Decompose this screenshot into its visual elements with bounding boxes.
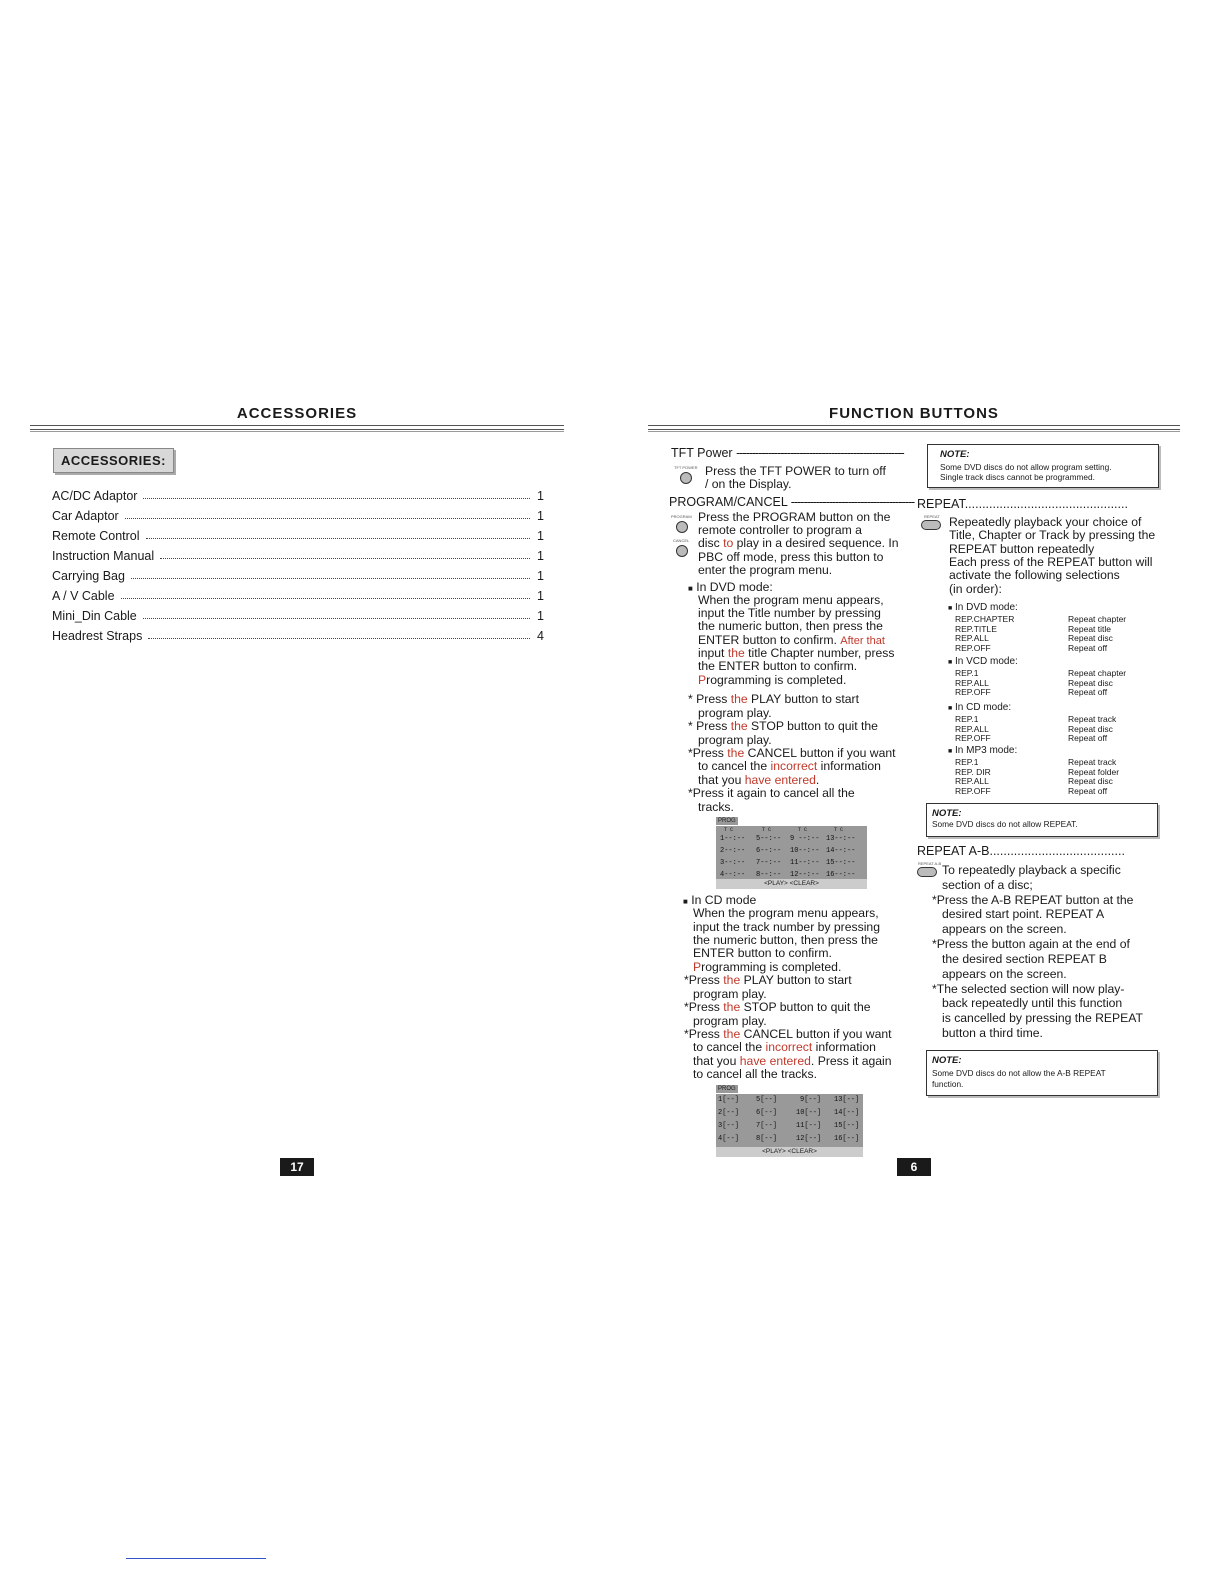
cd-menu-footer: <PLAY> <CLEAR> <box>716 1147 863 1157</box>
dvd-menu-footer: <PLAY> <CLEAR> <box>716 879 867 889</box>
repeat-vcd-codes <box>955 669 991 698</box>
tft-power-btn-label: TFT POWER <box>674 465 698 470</box>
menu-cell: 9[--] <box>800 1096 822 1104</box>
rep-desc: Repeat off <box>1068 687 1108 698</box>
cd-cancel-line-4: to cancel all the tracks. <box>693 1067 817 1081</box>
rep-desc: Repeat disc <box>1068 633 1113 644</box>
repeat-cd-descs <box>1068 715 1116 744</box>
cd-line-4: ENTER button to confirm. <box>693 946 832 960</box>
rep-code: REP.TITLE <box>955 623 997 634</box>
accessory-name: Car Adaptor <box>52 509 119 523</box>
accessory-row <box>52 626 544 646</box>
cd-line-3: the numeric button, then press the <box>693 933 878 947</box>
page-number-left: 17 <box>280 1158 314 1176</box>
menu-cell: 15--:-- <box>826 859 856 867</box>
rep-code: REP.OFF <box>955 786 991 797</box>
rep-code: REP.ALL <box>955 776 989 787</box>
program-intro-3: disc to play in a desired sequence. In <box>698 536 899 550</box>
dvd-stop-line-1: * Press the STOP button to quit the <box>688 719 878 733</box>
cd-line-2: input the track number by pressing <box>693 920 880 934</box>
rep-code: REP.ALL <box>955 633 989 644</box>
menu-head: T C <box>724 827 734 833</box>
note-line: Single track discs cannot be programmed. <box>940 472 1095 482</box>
menu-cell: 10[--] <box>796 1109 822 1117</box>
menu-cell: 16[--] <box>834 1135 860 1143</box>
rep-desc: Repeat disc <box>1068 776 1113 787</box>
dvd-mode-title: ■ In DVD mode: <box>688 580 773 594</box>
menu-cell: 13--:-- <box>826 835 856 843</box>
repeat-cd-title: ■ In CD mode: <box>948 702 1012 713</box>
menu-cell: 4--:-- <box>720 871 746 879</box>
repeat-line-4: Each press of the REPEAT button will <box>949 555 1153 569</box>
accessory-row <box>52 586 544 606</box>
accessory-name: Remote Control <box>52 529 140 543</box>
leader-dots <box>146 538 530 539</box>
tft-line-1: Press the TFT POWER to turn off <box>705 464 886 478</box>
accessory-qty: 1 <box>537 489 544 503</box>
repeat-ab-line-2: section of a disc; <box>942 878 1033 892</box>
rep-code: REP.ALL <box>955 677 989 688</box>
dvd-cancel-line-3: that you have entered. <box>698 773 820 787</box>
rep-desc: Repeat disc <box>1068 723 1113 734</box>
program-intro-4: PBC off mode, press this button to <box>698 550 884 564</box>
cd-play-line-1: *Press the PLAY button to start <box>684 973 852 987</box>
repeat-ab-step3-a: *The selected section will now play- <box>932 982 1125 996</box>
program-btn-label: PROGRAM <box>671 514 692 519</box>
note-line: Some DVD discs do not allow the A-B REPEAT <box>932 1068 1106 1078</box>
cd-cancel-line-2: to cancel the incorrect information <box>693 1040 876 1054</box>
repeat-mp3-descs <box>1068 758 1119 797</box>
menu-cell: 12--:-- <box>790 871 820 879</box>
accessory-qty: 1 <box>537 549 544 563</box>
scan-link-underline <box>126 1558 266 1559</box>
repeat-title: REPEAT............................................... <box>917 497 1128 511</box>
rep-desc: Repeat off <box>1068 786 1108 797</box>
menu-cell: 10--:-- <box>790 847 820 855</box>
dvd-again-line-2: tracks. <box>698 800 734 814</box>
rep-desc: Repeat off <box>1068 733 1108 744</box>
accessory-row <box>52 506 544 526</box>
repeat-ab-step3-c: is cancelled by pressing the REPEAT <box>942 1011 1143 1025</box>
accessory-row <box>52 566 544 586</box>
repeat-dvd-title: ■ In DVD mode: <box>948 602 1018 613</box>
header-rule-right-2 <box>648 431 1180 432</box>
tft-line-2: / on the Display. <box>705 477 792 491</box>
cd-cancel-line-3: that you have entered. Press it again <box>693 1054 892 1068</box>
dvd-line-1: When the program menu appears, <box>698 593 884 607</box>
menu-cell: 3--:-- <box>720 859 746 867</box>
dvd-line-7: Programming is completed. <box>698 673 847 687</box>
repeat-line-1: Repeatedly playback your choice of <box>949 515 1142 529</box>
rep-code: REP.OFF <box>955 643 991 654</box>
dvd-line-2: input the Title number by pressing <box>698 606 881 620</box>
repeat-line-5: activate the following selections <box>949 568 1120 582</box>
rep-desc: Repeat title <box>1068 623 1111 634</box>
menu-head: T C <box>834 827 844 833</box>
repeat-mp3-codes <box>955 758 991 797</box>
menu-cell: 13[--] <box>834 1096 860 1104</box>
menu-cell: 5[--] <box>756 1096 778 1104</box>
rep-code: REP.OFF <box>955 687 991 698</box>
dvd-program-menu <box>716 818 867 889</box>
menu-cell: 15[--] <box>834 1122 860 1130</box>
cd-cancel-line-1: *Press the CANCEL button if you want <box>684 1027 892 1041</box>
function-buttons-header: FUNCTION BUTTONS <box>829 405 999 422</box>
cd-menu-tag: PROG <box>718 1086 736 1092</box>
menu-cell: 1[--] <box>718 1096 740 1104</box>
repeat-ab-step1-b: desired start point. REPEAT A <box>942 907 1105 921</box>
dvd-cancel-line-1: *Press the CANCEL button if you want <box>688 746 896 760</box>
menu-cell: 11[--] <box>796 1122 822 1130</box>
repeat-ab-step2-c: appears on the screen. <box>942 967 1067 981</box>
repeat-ab-step1-a: *Press the A-B REPEAT button at the <box>932 893 1134 907</box>
rep-code: REP.OFF <box>955 733 991 744</box>
menu-cell: 8--:-- <box>756 871 782 879</box>
program-intro-1: Press the PROGRAM button on the <box>698 510 891 524</box>
accessory-name: Instruction Manual <box>52 549 155 563</box>
menu-cell: 8[--] <box>756 1135 778 1143</box>
repeat-line-2: Title, Chapter or Track by pressing the <box>949 528 1156 542</box>
rep-desc: Repeat folder <box>1068 766 1120 777</box>
program-button-icon <box>676 521 688 533</box>
cd-line-1: When the program menu appears, <box>693 906 879 920</box>
note-title: NOTE: <box>932 808 962 819</box>
tft-power-title: TFT Power ----------------------------------------------------- <box>671 446 904 460</box>
rep-code: REP.CHAPTER <box>955 614 1015 624</box>
repeat-ab-btn-label: REPEAT A-B <box>918 861 942 866</box>
menu-cell: 1--:-- <box>720 835 746 843</box>
menu-cell: 11--:-- <box>790 859 820 867</box>
accessory-row <box>52 486 544 506</box>
menu-cell: 14[--] <box>834 1109 860 1117</box>
rep-code: REP.1 <box>955 714 979 724</box>
menu-cell: 2[--] <box>718 1109 740 1117</box>
program-intro-2: remote controller to program a <box>698 523 862 537</box>
cancel-btn-label: CANCEL <box>673 538 690 543</box>
rep-code: REP.ALL <box>955 723 989 734</box>
note-title: NOTE: <box>940 449 970 460</box>
leader-dots <box>121 598 530 599</box>
accessory-row <box>52 606 544 626</box>
repeat-line-6: (in order): <box>949 582 1002 596</box>
dvd-play-line-1: * Press the PLAY button to start <box>688 692 859 706</box>
menu-cell: 2--:-- <box>720 847 746 855</box>
repeat-ab-title: REPEAT A-B....................................... <box>917 844 1125 858</box>
menu-cell: 14--:-- <box>826 847 856 855</box>
cancel-button-icon <box>676 545 688 557</box>
header-rule-left <box>30 425 564 430</box>
repeat-button-icon <box>921 520 941 530</box>
menu-cell: 6[--] <box>756 1109 778 1117</box>
rep-desc: Repeat track <box>1068 757 1117 767</box>
repeat-ab-step2-a: *Press the button again at the end of <box>932 937 1130 951</box>
program-intro-5: enter the program menu. <box>698 563 833 577</box>
accessories-header: ACCESSORIES <box>236 405 358 422</box>
menu-cell: 7--:-- <box>756 859 782 867</box>
accessory-qty: 1 <box>537 529 544 543</box>
dvd-line-3: the numeric button, then press the <box>698 619 883 633</box>
header-rule-right <box>648 425 1180 430</box>
page-number-right: 6 <box>897 1158 931 1176</box>
leader-dots <box>160 558 530 559</box>
menu-cell: 3[--] <box>718 1122 740 1130</box>
menu-cell: 7[--] <box>756 1122 778 1130</box>
tft-power-button-icon <box>680 472 692 484</box>
program-cancel-title: PROGRAM/CANCEL --------------------------------------- <box>669 495 915 509</box>
repeat-ab-step1-c: appears on the screen. <box>942 922 1067 936</box>
accessory-qty: 1 <box>537 609 544 623</box>
note-line: function. <box>932 1079 964 1089</box>
dvd-cancel-line-2: to cancel the incorrect information <box>698 759 881 773</box>
accessory-name: Headrest Straps <box>52 629 143 643</box>
menu-cell: 9 --:-- <box>790 835 820 843</box>
repeat-ab-step3-d: button a third time. <box>942 1026 1043 1040</box>
rep-code: REP.1 <box>955 757 979 767</box>
dvd-stop-line-2: program play. <box>698 733 772 747</box>
repeat-line-3: REPEAT button repeatedly <box>949 542 1095 556</box>
repeat-btn-label: REPEAT <box>924 514 940 519</box>
note-program <box>927 444 1159 488</box>
rep-desc: Repeat disc <box>1068 677 1113 688</box>
menu-head: T C <box>762 827 772 833</box>
leader-dots <box>125 518 530 519</box>
dvd-line-4: ENTER button to confirm. After that <box>698 633 885 647</box>
repeat-ab-step3-b: back repeatedly until this function <box>942 996 1123 1010</box>
leader-dots <box>143 618 530 619</box>
menu-head: T C <box>798 827 808 833</box>
rep-code: REP. DIR <box>955 766 991 777</box>
cd-stop-line-1: *Press the STOP button to quit the <box>684 1000 871 1014</box>
repeat-vcd-descs <box>1068 669 1126 698</box>
note-line: Some DVD discs do not allow program setting. <box>940 462 1112 472</box>
accessory-name: Mini_Din Cable <box>52 609 137 623</box>
repeat-ab-line-1: To repeatedly playback a specific <box>942 863 1121 877</box>
menu-cell: 6--:-- <box>756 847 782 855</box>
repeat-dvd-descs <box>1068 615 1126 654</box>
menu-cell: 4[--] <box>718 1135 740 1143</box>
note-repeat-ab <box>926 1050 1158 1096</box>
cd-stop-line-2: program play. <box>693 1014 767 1028</box>
leader-dots <box>131 578 530 579</box>
accessory-qty: 4 <box>537 629 544 643</box>
repeat-dvd-codes <box>955 615 1014 654</box>
dvd-menu-tag: PROG <box>718 818 736 824</box>
accessory-qty: 1 <box>537 569 544 583</box>
accessory-row <box>52 546 544 566</box>
dvd-play-line-2: program play. <box>698 706 772 720</box>
header-rule-left-2 <box>30 431 564 432</box>
dvd-line-6: the ENTER button to confirm. <box>698 659 858 673</box>
menu-cell: 12[--] <box>796 1135 822 1143</box>
cd-mode-title: ■ In CD mode <box>683 893 757 907</box>
dvd-again-line-1: *Press it again to cancel all the <box>688 786 855 800</box>
cd-play-line-2: program play. <box>693 987 767 1001</box>
accessory-row <box>52 526 544 546</box>
repeat-ab-button-icon <box>917 867 937 877</box>
dvd-line-5: input the title Chapter number, press <box>698 646 895 660</box>
accessory-name: AC/DC Adaptor <box>52 489 138 503</box>
cd-line-5: Programming is completed. <box>693 960 842 974</box>
cd-program-menu <box>716 1086 863 1157</box>
accessory-qty: 1 <box>537 509 544 523</box>
accessories-badge: ACCESSORIES: <box>53 448 174 473</box>
rep-code: REP.1 <box>955 668 979 678</box>
note-line: Some DVD discs do not allow REPEAT. <box>932 819 1078 829</box>
accessory-qty: 1 <box>537 589 544 603</box>
menu-cell: 16--:-- <box>826 871 856 879</box>
rep-desc: Repeat track <box>1068 714 1117 724</box>
repeat-mp3-title: ■ In MP3 mode: <box>948 745 1018 756</box>
menu-cell: 5--:-- <box>756 835 782 843</box>
rep-desc: Repeat chapter <box>1068 668 1127 678</box>
accessory-name: Carrying Bag <box>52 569 125 583</box>
leader-dots <box>143 498 530 499</box>
repeat-cd-codes <box>955 715 991 744</box>
leader-dots <box>148 638 530 639</box>
note-title: NOTE: <box>932 1055 962 1066</box>
repeat-vcd-title: ■ In VCD mode: <box>948 656 1018 667</box>
rep-desc: Repeat chapter <box>1068 614 1127 624</box>
accessory-name: A / V Cable <box>52 589 115 603</box>
rep-desc: Repeat off <box>1068 643 1108 654</box>
repeat-ab-step2-b: the desired section REPEAT B <box>942 952 1107 966</box>
note-repeat <box>926 803 1158 837</box>
